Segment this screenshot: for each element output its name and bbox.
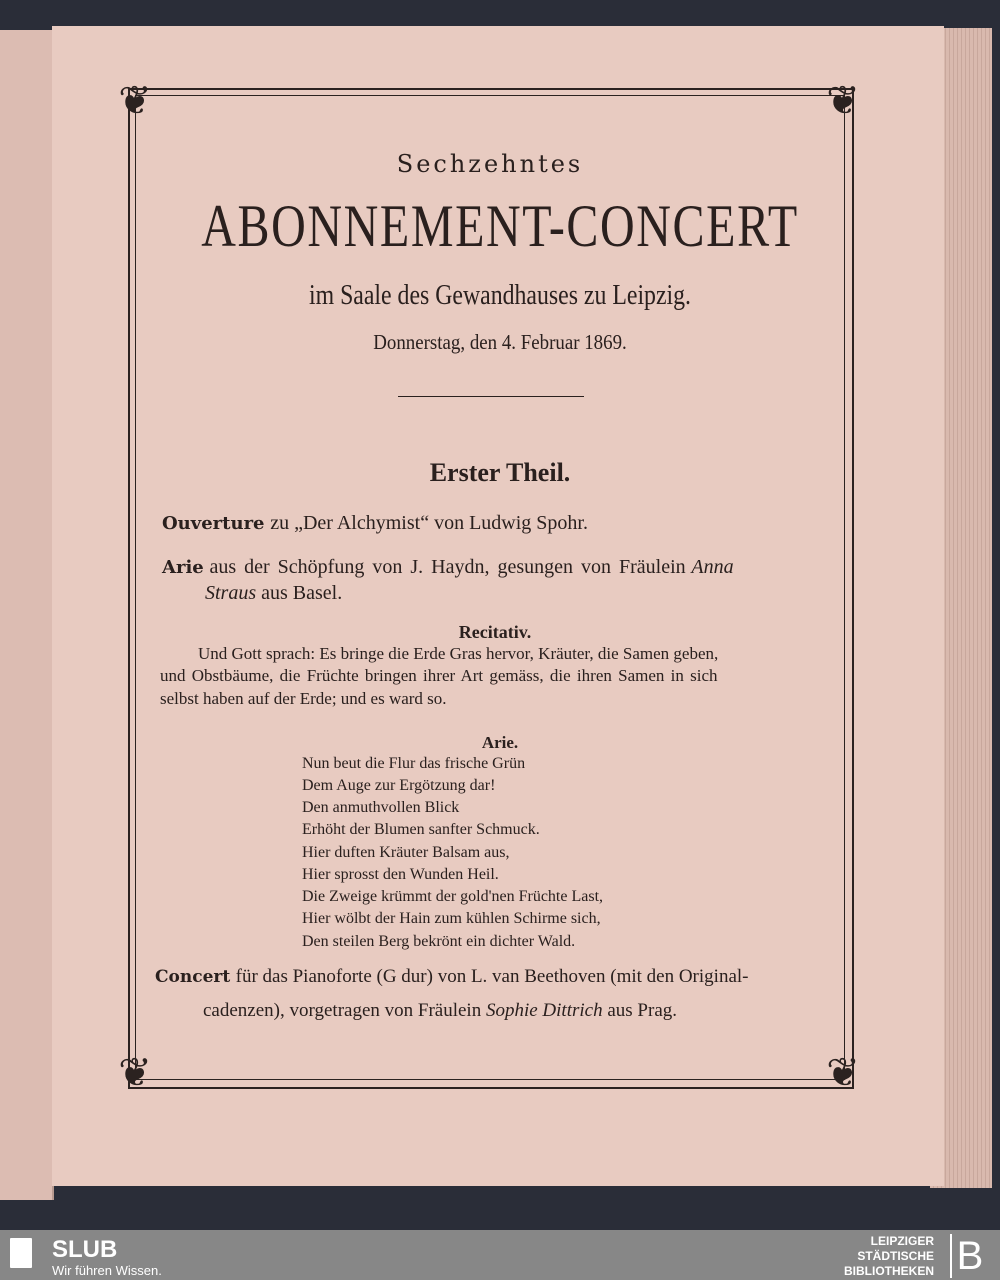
item-text: zu „Der Alchymist“ von Ludwig Spohr. [270, 512, 588, 534]
recitativ-line: Und Gott sprach: Es bringe die Erde Gras hervor, Kräuter, die Samen geben, [198, 644, 719, 663]
item-label: Arie [162, 557, 204, 578]
program-item-concert [155, 966, 749, 988]
item-text-end: aus Prag. [607, 1000, 677, 1021]
ornament-corner-icon: ❦ [118, 78, 152, 124]
program-item-arie [162, 556, 734, 579]
ornament-corner-icon: ❦ [826, 78, 860, 124]
item-label: Ouverture [162, 513, 265, 534]
singer-first: Anna [691, 556, 734, 578]
arie-title: Arie. [481, 733, 519, 752]
singer-last: Straus [205, 582, 257, 604]
program-item-ouverture [162, 512, 588, 535]
item-text: cadenzen), vorgetragen von Fräulein [203, 1000, 482, 1021]
concert-date: Donnerstag, den 4. Februar 1869. [373, 330, 627, 354]
recitativ-title: Recitativ. [458, 622, 532, 642]
recitativ-line: selbst haben auf der Erde; und es ward so. [160, 689, 447, 708]
lyric-line: Nun beut die Flur das frische Grün [302, 755, 526, 772]
item-label: Concert [155, 967, 231, 987]
lyric-line: Dem Auge zur Ergötzung dar! [302, 777, 496, 794]
recitativ-line: und Obstbäume, die Früchte bringen ihrer Art gemäss, die ihren Samen in sich [160, 666, 718, 685]
ornament-corner-icon: ❦ [118, 1050, 152, 1096]
program-item-concert-line2 [203, 1000, 677, 1022]
lyric-line: Die Zweige krümmt der gold'nen Früchte Last, [302, 888, 604, 905]
slub-tagline: Wir führen Wissen. [52, 1263, 162, 1278]
lyric-line: Den anmuthvollen Blick [302, 799, 460, 816]
lyric-line: Den steilen Berg bekrönt ein dichter Wald. [302, 933, 576, 950]
soloist: Sophie Dittrich [485, 1000, 603, 1021]
item-text: aus der Schöpfung von J. Haydn, gesungen von Fräulein [209, 556, 686, 578]
lyric-line: Hier sprosst den Wunden Heil. [302, 866, 499, 883]
ornament-corner-icon: ❦ [826, 1050, 860, 1096]
lyric-line: Hier wölbt der Hain zum kühlen Schirme sich, [302, 910, 601, 927]
slub-logo[interactable]: SLUB [52, 1236, 118, 1263]
venue: im Saale des Gewandhauses zu Leipzig. [308, 280, 691, 311]
item-text: für das Pianoforte (G dur) von L. van Beethoven (mit den Original- [235, 966, 749, 987]
part-title: Erster Theil. [429, 458, 571, 487]
lsb-logo-icon: B [950, 1234, 988, 1278]
lsb-logo-text[interactable] [844, 1234, 934, 1279]
footer-bar [0, 1230, 1000, 1280]
lsb-line: STÄDTISCHE [857, 1249, 934, 1263]
lyric-line: Erhöht der Blumen sanfter Schmuck. [302, 821, 540, 838]
lyric-line: Hier duften Kräuter Balsam aus, [302, 844, 510, 861]
divider-ornament [398, 396, 584, 397]
lsb-line: BIBLIOTHEKEN [844, 1264, 934, 1278]
program-item-arie-line2 [205, 582, 342, 605]
item-text-end: aus Basel. [261, 582, 343, 604]
left-page-edge [0, 30, 54, 1200]
lsb-line: LEIPZIGER [870, 1234, 934, 1248]
slub-book-icon [10, 1238, 32, 1268]
heading-small: Sechzehntes [396, 150, 584, 178]
heading-large: ABONNEMENT-CONCERT [201, 193, 799, 259]
